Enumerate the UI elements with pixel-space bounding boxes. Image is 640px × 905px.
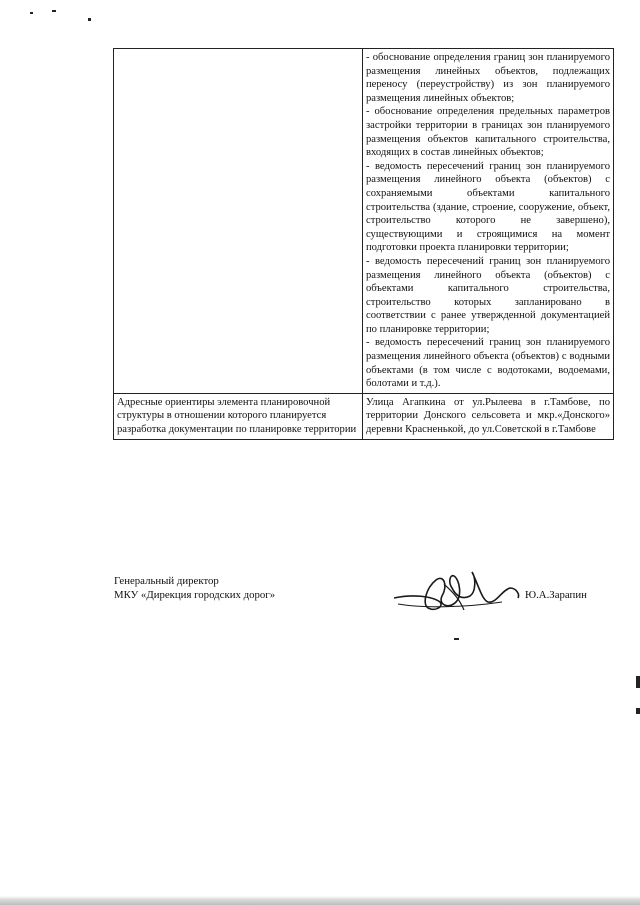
terms-table [113, 48, 614, 440]
handwritten-signature [392, 566, 522, 618]
table-row [114, 49, 614, 394]
table-row [114, 393, 614, 439]
address-label-cell: Адресные ориентиры элемента планировочной структуры в отношении которого планируется разработка документации по планировке территории [114, 393, 363, 439]
signer-name: Ю.А.Зарапин [525, 589, 587, 601]
list-item: - обоснование определения границ зон планируемого размещения линейных объектов, подлежащих переносу (переустройству) из зон планируемого размещения линейных объектов; [366, 52, 610, 104]
scan-speck [52, 10, 56, 12]
scan-edge [0, 896, 640, 905]
scan-speck [636, 676, 640, 688]
scan-speck [636, 708, 640, 714]
scan-speck [30, 12, 33, 14]
organization-line: МКУ «Дирекция городских дорог» [114, 589, 276, 601]
list-item: - ведомость пересечений границ зон планируемого размещения линейного объекта (объектов) с водными объектами (в том числе с водотоками, водоемами, болотами и т.д.). [366, 337, 610, 390]
requirements-cell [363, 49, 614, 394]
position-line: Генеральный директор [114, 575, 219, 587]
address-value-cell: Улица Агапкина от ул.Рылеева в г.Тамбове, по территории Донского сельсовета и мкр.«Донского» деревни Красненькой, до ул.Советской в г.Тамбове [363, 393, 614, 439]
list-item: - обоснование определения предельных параметров застройки территории в границах зон планируемого размещения объектов капитального строительства, входящих в состав линейных объектов; [366, 106, 610, 159]
list-item: - ведомость пересечений границ зон планируемого размещения линейного объекта (объектов) с сохраняемыми объектами капитального строительства (здание, строение, сооружение, объект, строительство которого не завершено), существующими и строящимися на момент подготовки проекта планировки территории; [366, 160, 610, 254]
empty-left-cell [114, 49, 363, 394]
scan-speck [454, 638, 459, 640]
scan-speck [88, 18, 91, 21]
list-item: - ведомость пересечений границ зон планируемого размещения линейного объекта (объектов) с объектами капитального строительства, строительство которых запланировано в соответствии с ранее утвержденной документацией по планировке территории; [366, 255, 610, 335]
signer-position [114, 574, 275, 602]
